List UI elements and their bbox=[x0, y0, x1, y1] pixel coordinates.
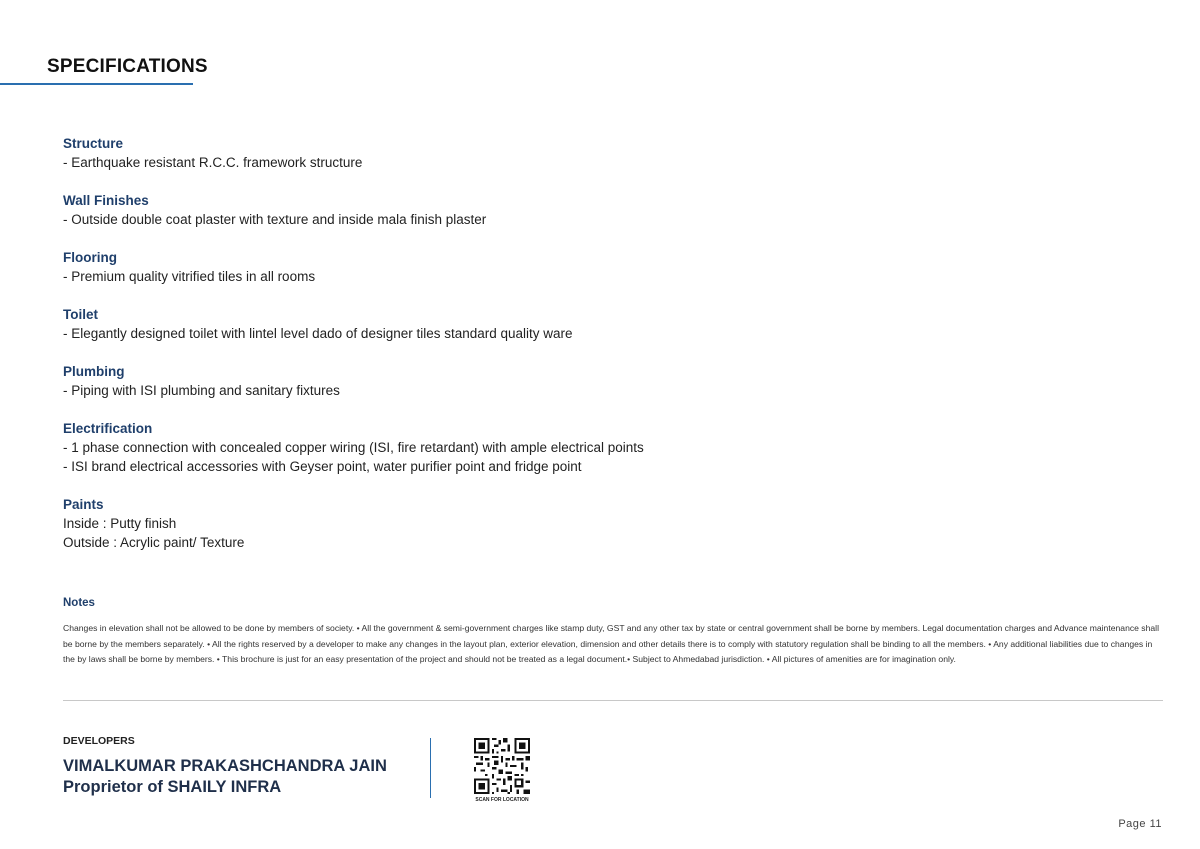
vertical-separator bbox=[430, 738, 431, 798]
title-underline bbox=[0, 83, 193, 85]
developer-name: VIMALKUMAR PRAKASHCHANDRA JAIN bbox=[63, 757, 387, 775]
spec-heading: Plumbing bbox=[63, 364, 125, 379]
spec-paints bbox=[63, 495, 1063, 552]
spec-heading: Structure bbox=[63, 136, 124, 151]
spec-heading: Flooring bbox=[63, 250, 117, 265]
spec-heading: Electrification bbox=[63, 421, 153, 436]
qr-caption: SCAN FOR LOCATION bbox=[475, 797, 529, 803]
spec-plumbing bbox=[63, 362, 1063, 400]
spec-line: - Earthquake resistant R.C.C. framework structure bbox=[63, 155, 363, 170]
spec-heading: Toilet bbox=[63, 307, 98, 322]
spec-toilet bbox=[63, 305, 1063, 343]
spec-heading: Paints bbox=[63, 497, 104, 512]
spec-line: - 1 phase connection with concealed copper wiring (ISI, fire retardant) with ample electrical points bbox=[63, 440, 644, 455]
footer-divider bbox=[63, 700, 1163, 701]
spec-electrification bbox=[63, 419, 1063, 476]
qr-code-icon bbox=[474, 738, 530, 794]
notes-heading: Notes bbox=[63, 597, 95, 609]
developer-block bbox=[63, 756, 387, 798]
developers-label: DEVELOPERS bbox=[63, 735, 135, 747]
spec-line: - Elegantly designed toilet with lintel level dado of designer tiles standard quality ware bbox=[63, 326, 573, 341]
spec-wall-finishes bbox=[63, 191, 1063, 229]
spec-line: - Premium quality vitrified tiles in all rooms bbox=[63, 269, 316, 284]
spec-line: Outside : Acrylic paint/ Texture bbox=[63, 535, 245, 550]
page-title: SPECIFICATIONS bbox=[47, 56, 208, 77]
spec-structure bbox=[63, 134, 1063, 172]
page-number: Page 11 bbox=[1118, 818, 1162, 830]
developer-role: Proprietor of SHAILY INFRA bbox=[63, 778, 282, 796]
spec-flooring bbox=[63, 248, 1063, 286]
spec-line: - Outside double coat plaster with texture and inside mala finish plaster bbox=[63, 212, 487, 227]
spec-line: Inside : Putty finish bbox=[63, 516, 177, 531]
spec-heading: Wall Finishes bbox=[63, 193, 149, 208]
specifications-list bbox=[63, 134, 1063, 571]
spec-line: - Piping with ISI plumbing and sanitary fixtures bbox=[63, 383, 340, 398]
notes-text: Changes in elevation shall not be allowed to be done by members of society. • All the government & semi-government charges like stamp duty, GST and any other tax by state or central government shall be borne by members. Legal documentation charges and Advance maintenance shall be borne by the members separately. • All the rights reserved by a developer to make any changes in the layout plan, exterior elevation, dimension and other details there is to comply with statutory regulation shall be binding to all the members. • Any additional liabilities due to changes in the by laws shall be borne by members. • This brochure is just for an easy presentation of the project and should not be treated as a legal document.• Subject to Ahmedabad jurisdiction. • All pictures of amenities are for imagination only. bbox=[63, 623, 1159, 664]
spec-line: - ISI brand electrical accessories with Geyser point, water purifier point and fridge point bbox=[63, 459, 582, 474]
